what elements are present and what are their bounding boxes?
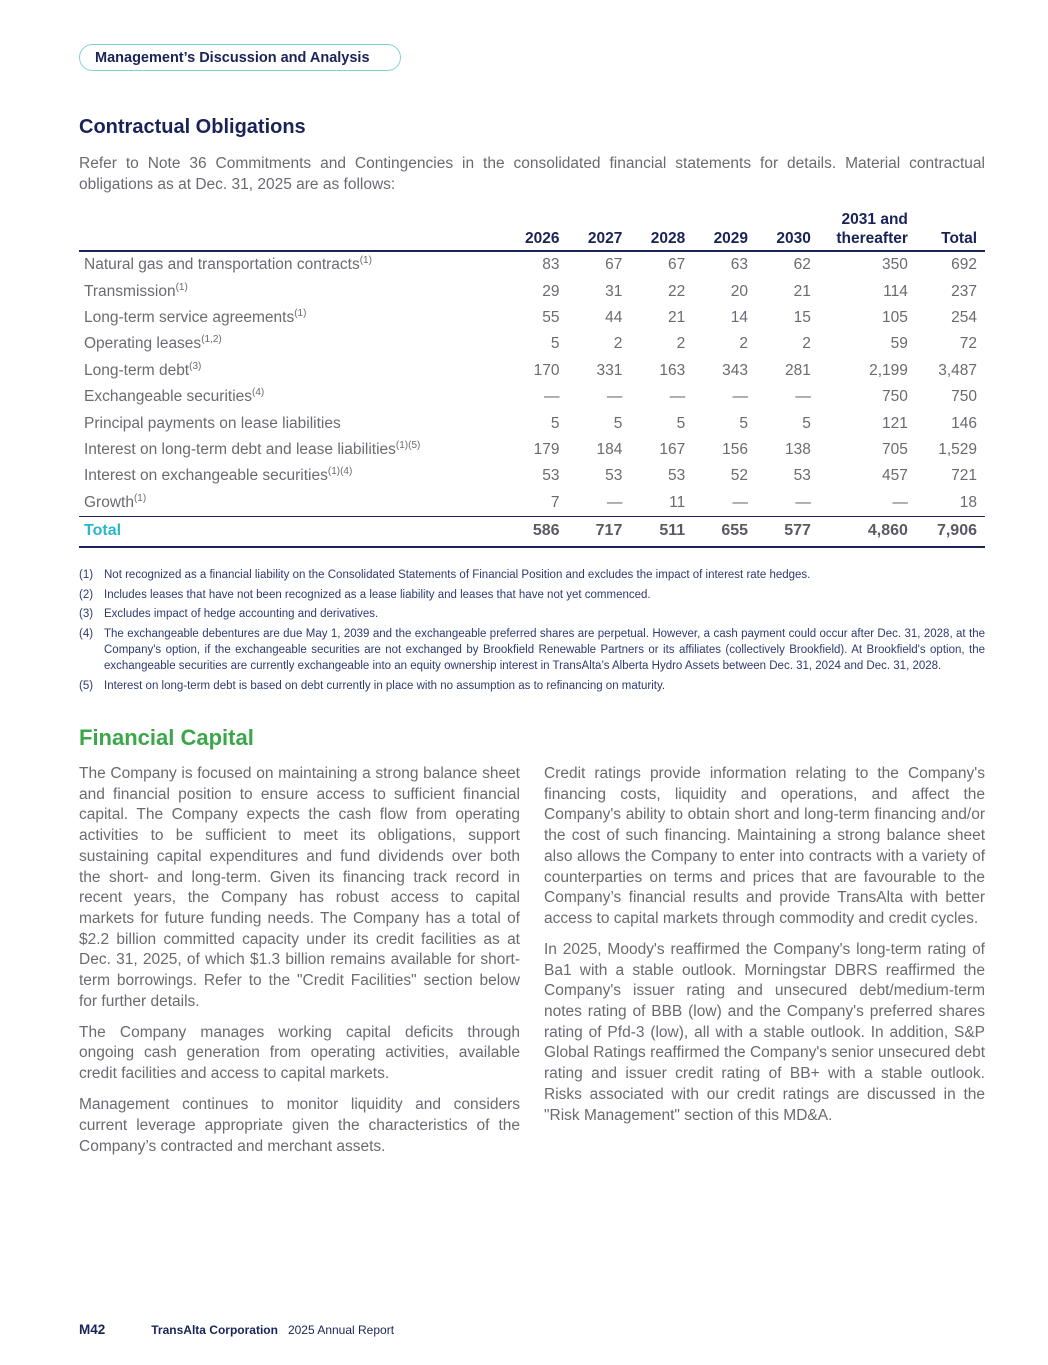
row-value: 750 <box>951 388 977 406</box>
row-label: Growth$^{(1)}$ <box>84 492 147 511</box>
footnote-text: Excludes impact of hedge accounting and derivatives. <box>104 608 379 621</box>
footnote-ref: (1)(4) <box>327 466 353 478</box>
row-value: 53 <box>605 467 623 485</box>
row-value: 62 <box>793 256 811 274</box>
section-label: Management’s Discussion and Analysis <box>79 44 401 71</box>
report-name: 2025 Annual Report <box>287 1323 395 1337</box>
paragraph: In 2025, Moody's reaffirmed the Company's long-term rating of Ba1 with a stable outlook. Morningstar DBRS reaffirmed the Company's issuer rating and unsecured debt/medium-term notes rating of BBB (low) and the Company's preferred shares rating of Pfd-3 (low), all with a stable outlook. In addition, S&P Global Ratings reaffirmed the Company's senior unsecured debt rating and issuer credit rating of BB+ with a stable outlook. Risks associated with our credit ratings are discussed in the "Risk Management" section of this MD&A. <box>544 940 985 1124</box>
row-value: 22 <box>667 282 686 300</box>
row-value: 750 <box>882 388 908 406</box>
footnote-ref: (3) <box>189 360 202 372</box>
row-value: 29 <box>542 282 560 300</box>
page-footer <box>79 1322 394 1337</box>
row-value: 31 <box>605 282 623 300</box>
row-value: 2 <box>613 335 623 353</box>
row-value: 5 <box>676 414 686 432</box>
header-2029: 2029 <box>693 210 756 251</box>
row-value: 21 <box>667 308 686 326</box>
row-value: 331 <box>596 361 623 379</box>
row-value: 121 <box>882 414 908 432</box>
footnote-number: (1) <box>79 569 94 581</box>
row-value: — <box>795 388 811 406</box>
footnote <box>79 606 985 622</box>
row-value: 254 <box>951 308 977 326</box>
page-number: M42 <box>79 1322 106 1337</box>
table-row <box>79 278 985 304</box>
row-value: 281 <box>785 361 811 379</box>
footnote-ref: (1,2) <box>201 334 222 346</box>
row-value: 5 <box>613 414 623 432</box>
row-value: 586 <box>505 516 568 547</box>
row-value: 163 <box>659 361 686 379</box>
row-value: 237 <box>951 282 977 300</box>
row-value: — <box>669 388 686 406</box>
footnote <box>79 626 985 675</box>
row-value: 18 <box>959 493 977 511</box>
row-value: 20 <box>730 282 749 300</box>
footnote-text: Not recognized as a financial liability on the Consolidated Statements of Financial Position and excludes the impact of interest rate hedges. <box>104 569 811 581</box>
row-value: 5 <box>739 414 749 432</box>
row-value: 146 <box>951 414 977 432</box>
contractual-obligations-heading: Contractual Obligations <box>79 116 306 138</box>
table-row <box>79 251 985 278</box>
row-value: — <box>732 493 749 511</box>
row-value: 705 <box>882 440 908 458</box>
row-value: 170 <box>533 361 560 379</box>
footnote-text: The exchangeable debentures are due May 1, 2039 and the exchangeable preferred shares are perpetual. However, a cash payment could occur after Dec. 31, 2028, at the Company's option, if the exchangeable securities are not exchanged by Brookfield Renewable Partners or its affiliates (collectively Brookfield). At Brookfield's option, the exchangeable securities are currently exchangeable into an equity ownership interest in TransAlta’s Alberta Hydro Assets between Dec. 31, 2024 and Dec. 31, 2028. <box>104 627 985 673</box>
footnote <box>79 587 985 603</box>
row-value: — <box>732 388 749 406</box>
row-label: Long-term service agreements$^{(1)}$ <box>84 307 307 326</box>
row-value: 1,529 <box>938 440 977 458</box>
row-value: — <box>795 493 811 511</box>
row-value: 5 <box>550 335 560 353</box>
table-row <box>79 463 985 489</box>
paragraph: Management continues to monitor liquidity and considers current leverage appropriate given the characteristics of the Company’s contracted and merchant assets. <box>79 1096 520 1155</box>
row-value: — <box>544 388 560 406</box>
row-value: — <box>892 493 908 511</box>
row-value: 83 <box>542 256 560 274</box>
row-value: 179 <box>533 440 560 458</box>
row-value: 55 <box>542 308 560 326</box>
row-value: 717 <box>568 516 631 547</box>
table-row <box>79 410 985 436</box>
row-value: 156 <box>722 440 749 458</box>
contractual-intro: Refer to Note 36 Commitments and Contingencies in the consolidated financial statements for details. Material contractual obligations as at Dec. 31, 2025 are as follows: <box>79 155 985 193</box>
row-value: 4,860 <box>819 516 916 547</box>
row-value: 67 <box>667 256 686 274</box>
paragraph: Credit ratings provide information relating to the Company's financing costs, liquidity and operations, and affect the Company's ability to obtain short and long-term financing and/or the cost of such financing. Maintaining a strong balance sheet also allows the Company to enter into contracts with a variety of counterparties on terms and prices that are favourable to the Company’s financial results and provide TransAlta with better access to capital markets through commodity and credit cycles. <box>544 765 985 927</box>
row-label: Operating leases$^{(1,2)}$ <box>84 334 222 353</box>
footnote-number: (2) <box>79 588 94 601</box>
table-row <box>79 305 985 331</box>
financial-capital-heading: Financial Capital <box>79 725 254 750</box>
row-value: 15 <box>793 308 811 326</box>
footnote-text: Interest on long-term debt is based on debt currently in place with no assumption as to refinancing on maturity. <box>104 679 666 692</box>
row-value: 14 <box>730 308 749 326</box>
financial-capital-right-column <box>544 764 985 1137</box>
table-row <box>79 490 985 517</box>
row-value: — <box>606 388 623 406</box>
row-label: Natural gas and transportation contracts$^{(1)}$ <box>84 255 372 274</box>
row-label: Interest on exchangeable securities$^{(1)(4)}$ <box>84 466 353 485</box>
row-value: 72 <box>959 335 977 353</box>
header-2030: 2030 <box>756 210 819 251</box>
row-value: — <box>606 493 623 511</box>
table-header-row <box>79 210 985 251</box>
row-value: 2 <box>676 335 686 353</box>
row-value: 2 <box>739 335 749 353</box>
row-value: 511 <box>630 516 693 547</box>
footnote-number: (5) <box>79 679 94 692</box>
row-value: 184 <box>596 440 623 458</box>
footnote-ref: (4) <box>252 387 265 399</box>
row-value: 11 <box>669 493 686 511</box>
row-label: Exchangeable securities$^{(4)}$ <box>84 387 265 406</box>
row-value: 53 <box>793 467 811 485</box>
row-value: 692 <box>951 256 977 274</box>
table-row <box>79 358 985 384</box>
row-value: 53 <box>667 467 686 485</box>
footnote <box>79 678 985 694</box>
company-name: TransAlta Corporation <box>151 1323 278 1337</box>
contractual-obligations-table <box>79 210 985 548</box>
row-value: 53 <box>542 467 560 485</box>
header-2028: 2028 <box>630 210 693 251</box>
footnote-number: (4) <box>79 627 94 640</box>
row-value: 7,906 <box>916 516 985 547</box>
table-row <box>79 384 985 410</box>
row-value: 44 <box>605 308 623 326</box>
row-value: 138 <box>785 440 811 458</box>
table-row <box>79 437 985 463</box>
row-value: 2 <box>802 335 811 353</box>
footnote <box>79 567 985 583</box>
paragraph: The Company manages working capital deficits through ongoing cash generation from operating activities, available credit facilities and access to capital markets. <box>79 1023 520 1083</box>
row-value: 5 <box>550 414 560 432</box>
footnote-ref: (1) <box>359 255 372 267</box>
row-value: 5 <box>802 414 811 432</box>
row-value: 3,487 <box>938 361 977 379</box>
footnote-ref: (1) <box>133 492 147 504</box>
row-value: 7 <box>550 493 560 511</box>
financial-capital-left-column <box>79 764 520 1168</box>
header-total: Total <box>916 210 985 251</box>
row-label: Long-term debt$^{(3)}$ <box>84 360 202 379</box>
header-label-cell <box>79 210 505 251</box>
row-label: Interest on long-term debt and lease liabilities$^{(1)(5)}$ <box>84 439 421 458</box>
footnote-ref: (1) <box>294 307 307 319</box>
row-value: 63 <box>730 256 749 274</box>
footnotes <box>79 567 985 698</box>
header-2026: 2026 <box>505 210 568 251</box>
footnote-ref: (1) <box>175 281 188 293</box>
row-value: 2,199 <box>869 361 908 379</box>
row-label: Transmission$^{(1)}$ <box>84 281 188 300</box>
row-value: 21 <box>793 282 811 300</box>
row-value: 67 <box>605 256 623 274</box>
total-row <box>79 516 985 547</box>
table-row <box>79 331 985 357</box>
row-value: 52 <box>730 467 749 485</box>
row-value: 167 <box>659 440 686 458</box>
footnote-number: (3) <box>79 608 94 621</box>
row-value: 105 <box>882 308 908 326</box>
row-value: 114 <box>883 282 908 300</box>
row-value: 577 <box>756 516 819 547</box>
header-2031-thereafter: 2031 and thereafter <box>819 210 916 251</box>
row-value: 655 <box>693 516 756 547</box>
row-label: Total <box>79 516 505 547</box>
header-2027: 2027 <box>568 210 631 251</box>
footnote-ref: (1)(5) <box>395 439 421 451</box>
row-label: Principal payments on lease liabilities <box>84 414 341 432</box>
row-value: 457 <box>882 467 908 485</box>
footnote-text: Includes leases that have not been recognized as a lease liability and leases that have not yet commenced. <box>104 588 651 601</box>
row-value: 343 <box>722 361 749 379</box>
row-value: 350 <box>882 256 908 274</box>
row-value: 59 <box>890 335 908 353</box>
row-value: 721 <box>951 467 977 485</box>
paragraph: The Company is focused on maintaining a strong balance sheet and financial position to ensure access to sufficient financial capital. The Company expects the cash flow from operating activities to be sufficient to meet its obligations, support sustaining capital expenditures and fund dividends over both the short- and long-term. Given its financing track record in recent years, the Company has robust access to capital markets for future funding needs. The Company has a total of $2.2 billion committed capacity under its credit facilities as at Dec. 31, 2025, of which $1.3 billion remains available for short-term borrowings. Refer to the "Credit Facilities" section below for further details. <box>79 765 520 1010</box>
